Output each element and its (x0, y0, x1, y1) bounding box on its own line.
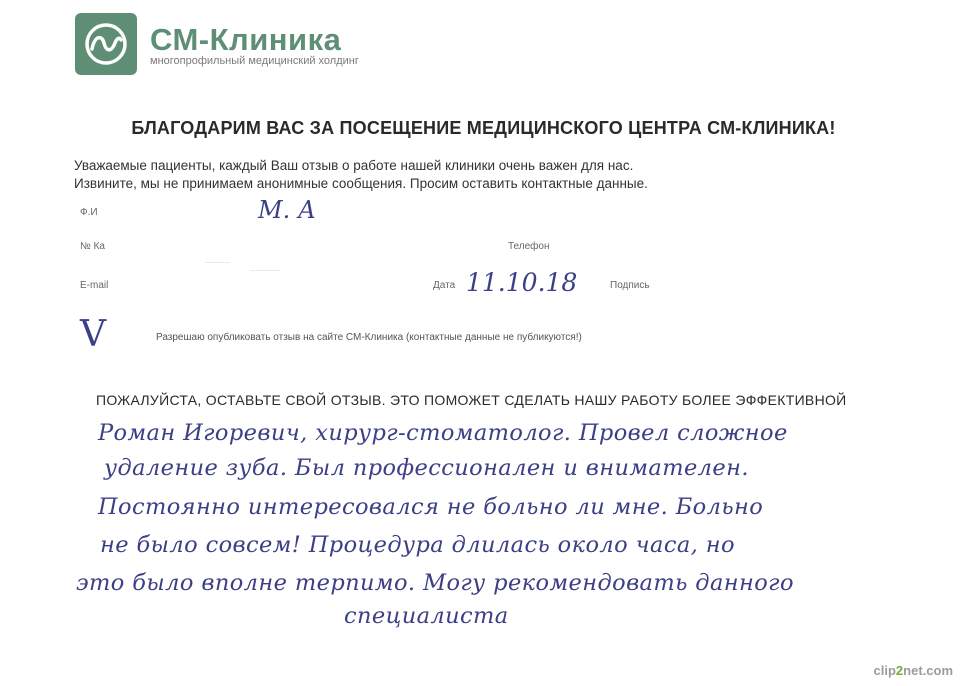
date-handwritten-value: 11.10.18 (466, 268, 578, 297)
watermark-part: clip (873, 663, 896, 678)
date-label: Дата (433, 280, 456, 291)
signature-label: Подпись (610, 280, 650, 291)
clinic-logo (75, 13, 137, 75)
intro-line-2: Извините, мы не принимаем анонимные сообщения. Просим оставить контактные данные. (74, 176, 648, 191)
review-line: это было вполне терпимо. Могу рекомендовать данного (76, 570, 794, 596)
review-line: специалиста (344, 603, 509, 629)
fio-label: Ф.И (80, 207, 98, 218)
logo-mark-icon (75, 13, 137, 75)
watermark-part: net.com (903, 663, 953, 678)
card-number-label: № Ка (80, 241, 105, 252)
consent-text: Разрешаю опубликовать отзыв на сайте СМ-Клиника (контактные данные не публикуются!) (156, 332, 582, 343)
email-label: E-mail (80, 280, 109, 291)
consent-checkmark: V (80, 314, 106, 355)
review-line: Роман Игоревич, хирург-стоматолог. Провел сложное (98, 420, 788, 446)
intro-line-1: Уважаемые пациенты, каждый Ваш отзыв о работе нашей клиники очень важен для нас. (74, 158, 634, 173)
page-title: БЛАГОДАРИМ ВАС ЗА ПОСЕЩЕНИЕ МЕДИЦИНСКОГО ЦЕНТРА СМ-КЛИНИКА! (131, 118, 836, 138)
review-line: удаление зуба. Был профессионален и внимателен. (104, 455, 749, 481)
redaction-trace (250, 270, 280, 271)
watermark-part: 2 (895, 663, 904, 678)
redaction-trace (205, 262, 230, 263)
brand-name: СМ-Клиника (150, 22, 342, 57)
review-prompt: ПОЖАЛУЙСТА, ОСТАВЬТЕ СВОЙ ОТЗЫВ. ЭТО ПОМОЖЕТ СДЕЛАТЬ НАШУ РАБОТУ БОЛЕЕ ЭФФЕКТИВНОЙ (96, 392, 847, 408)
phone-label: Телефон (508, 241, 550, 252)
fio-handwritten-value: М. А (258, 196, 317, 224)
brand-tagline: многопрофильный медицинский холдинг (150, 55, 359, 67)
clip2net-watermark (874, 663, 953, 678)
review-line: Постоянно интересовался не больно ли мне. Больно (98, 494, 764, 520)
review-line: не было совсем! Процедура длилась около часа, но (100, 532, 735, 558)
